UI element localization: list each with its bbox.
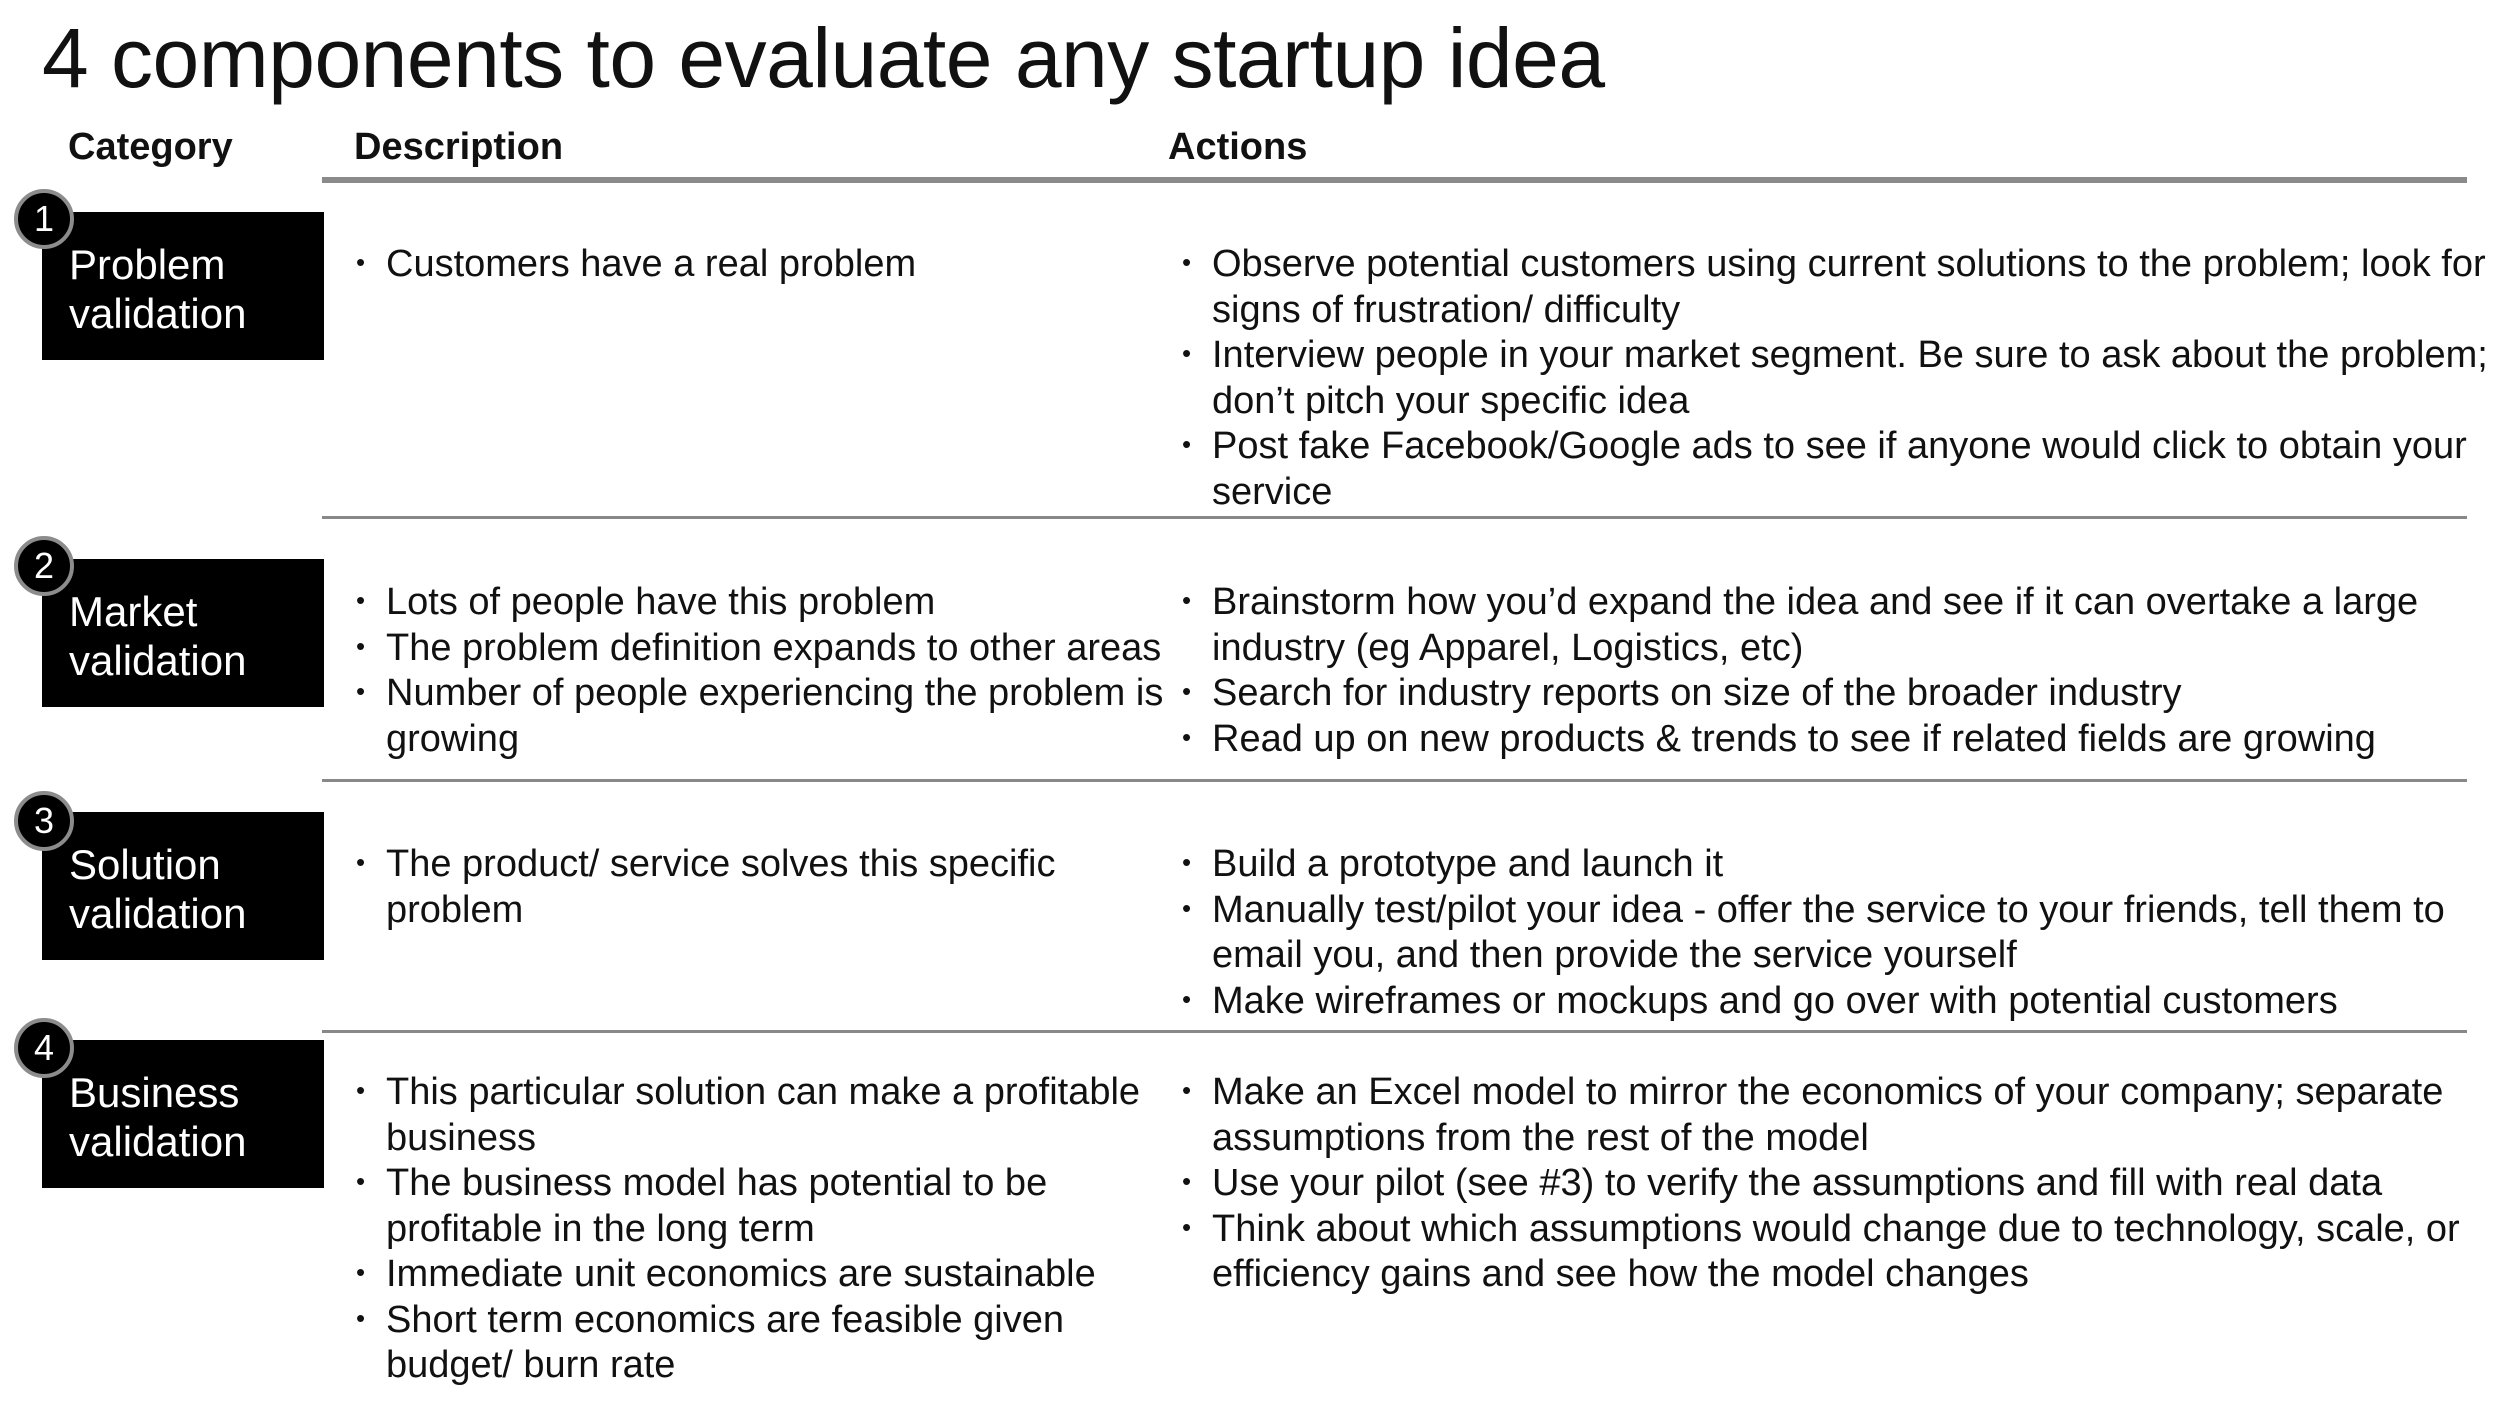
actions-list bbox=[1182, 580, 2500, 762]
description-item: • Immediate unit economics are sustainable bbox=[356, 1252, 1176, 1298]
actions-list bbox=[1182, 842, 2500, 1024]
action-item: • Think about which assumptions would change due to technology, scale, or efficiency gains and see how the model changes bbox=[1182, 1207, 2500, 1298]
category-label: Solution bbox=[69, 841, 221, 888]
category-label: validation bbox=[69, 890, 247, 937]
action-item: • Make an Excel model to mirror the economics of your company; separate assumptions from the rest of the model bbox=[1182, 1070, 2500, 1161]
row-divider bbox=[322, 1030, 2467, 1033]
description-item: • Customers have a real problem bbox=[356, 242, 1176, 288]
action-item: • Search for industry reports on size of the broader industry bbox=[1182, 671, 2500, 717]
header-divider bbox=[322, 177, 2467, 183]
row-divider bbox=[322, 779, 2467, 782]
step-number-badge: 1 bbox=[14, 189, 74, 249]
actions-list bbox=[1182, 242, 2500, 515]
category-label: Market bbox=[69, 588, 198, 635]
category-label: validation bbox=[69, 1118, 247, 1165]
page-title: 4 components to evaluate any startup idea bbox=[42, 11, 1605, 105]
category-box-business-validation bbox=[42, 1040, 324, 1188]
category-label: Business bbox=[69, 1069, 240, 1116]
description-list bbox=[356, 1070, 1176, 1389]
category-box-problem-validation bbox=[42, 212, 324, 360]
action-item: • Post fake Facebook/Google ads to see if anyone would click to obtain your service bbox=[1182, 424, 2500, 515]
step-number-badge: 2 bbox=[14, 536, 74, 596]
description-list bbox=[356, 580, 1176, 762]
column-header-description: Description bbox=[354, 126, 564, 168]
category-label: Problem bbox=[69, 241, 226, 288]
action-item: • Read up on new products & trends to see if related fields are growing bbox=[1182, 717, 2500, 763]
action-item: • Interview people in your market segment. Be sure to ask about the problem; don’t pitch your specific idea bbox=[1182, 333, 2500, 424]
description-list bbox=[356, 242, 1176, 288]
description-item: • Lots of people have this problem bbox=[356, 580, 1176, 626]
action-item: • Build a prototype and launch it bbox=[1182, 842, 2500, 888]
step-number-badge: 3 bbox=[14, 791, 74, 851]
action-item: • Make wireframes or mockups and go over with potential customers bbox=[1182, 979, 2500, 1025]
action-item: • Manually test/pilot your idea - offer the service to your friends, tell them to email you, and then provide the service yourself bbox=[1182, 888, 2500, 979]
column-header-actions: Actions bbox=[1168, 126, 1308, 168]
actions-list bbox=[1182, 1070, 2500, 1298]
category-box-market-validation bbox=[42, 559, 324, 707]
step-number-badge: 4 bbox=[14, 1018, 74, 1078]
description-item: • The product/ service solves this specific problem bbox=[356, 842, 1176, 933]
action-item: • Observe potential customers using current solutions to the problem; look for signs of frustration/ difficulty bbox=[1182, 242, 2500, 333]
action-item: • Brainstorm how you’d expand the idea and see if it can overtake a large industry (eg Apparel, Logistics, etc) bbox=[1182, 580, 2500, 671]
category-label: validation bbox=[69, 290, 247, 337]
description-item: • The business model has potential to be profitable in the long term bbox=[356, 1161, 1176, 1252]
category-box-solution-validation bbox=[42, 812, 324, 960]
description-item: • This particular solution can make a profitable business bbox=[356, 1070, 1176, 1161]
column-header-category: Category bbox=[68, 126, 233, 168]
description-item: • The problem definition expands to other areas bbox=[356, 626, 1176, 672]
category-label: validation bbox=[69, 637, 247, 684]
row-divider bbox=[322, 516, 2467, 519]
description-list bbox=[356, 842, 1176, 933]
action-item: • Use your pilot (see #3) to verify the assumptions and fill with real data bbox=[1182, 1161, 2500, 1207]
description-item: • Short term economics are feasible given budget/ burn rate bbox=[356, 1298, 1176, 1389]
description-item: • Number of people experiencing the problem is growing bbox=[356, 671, 1176, 762]
